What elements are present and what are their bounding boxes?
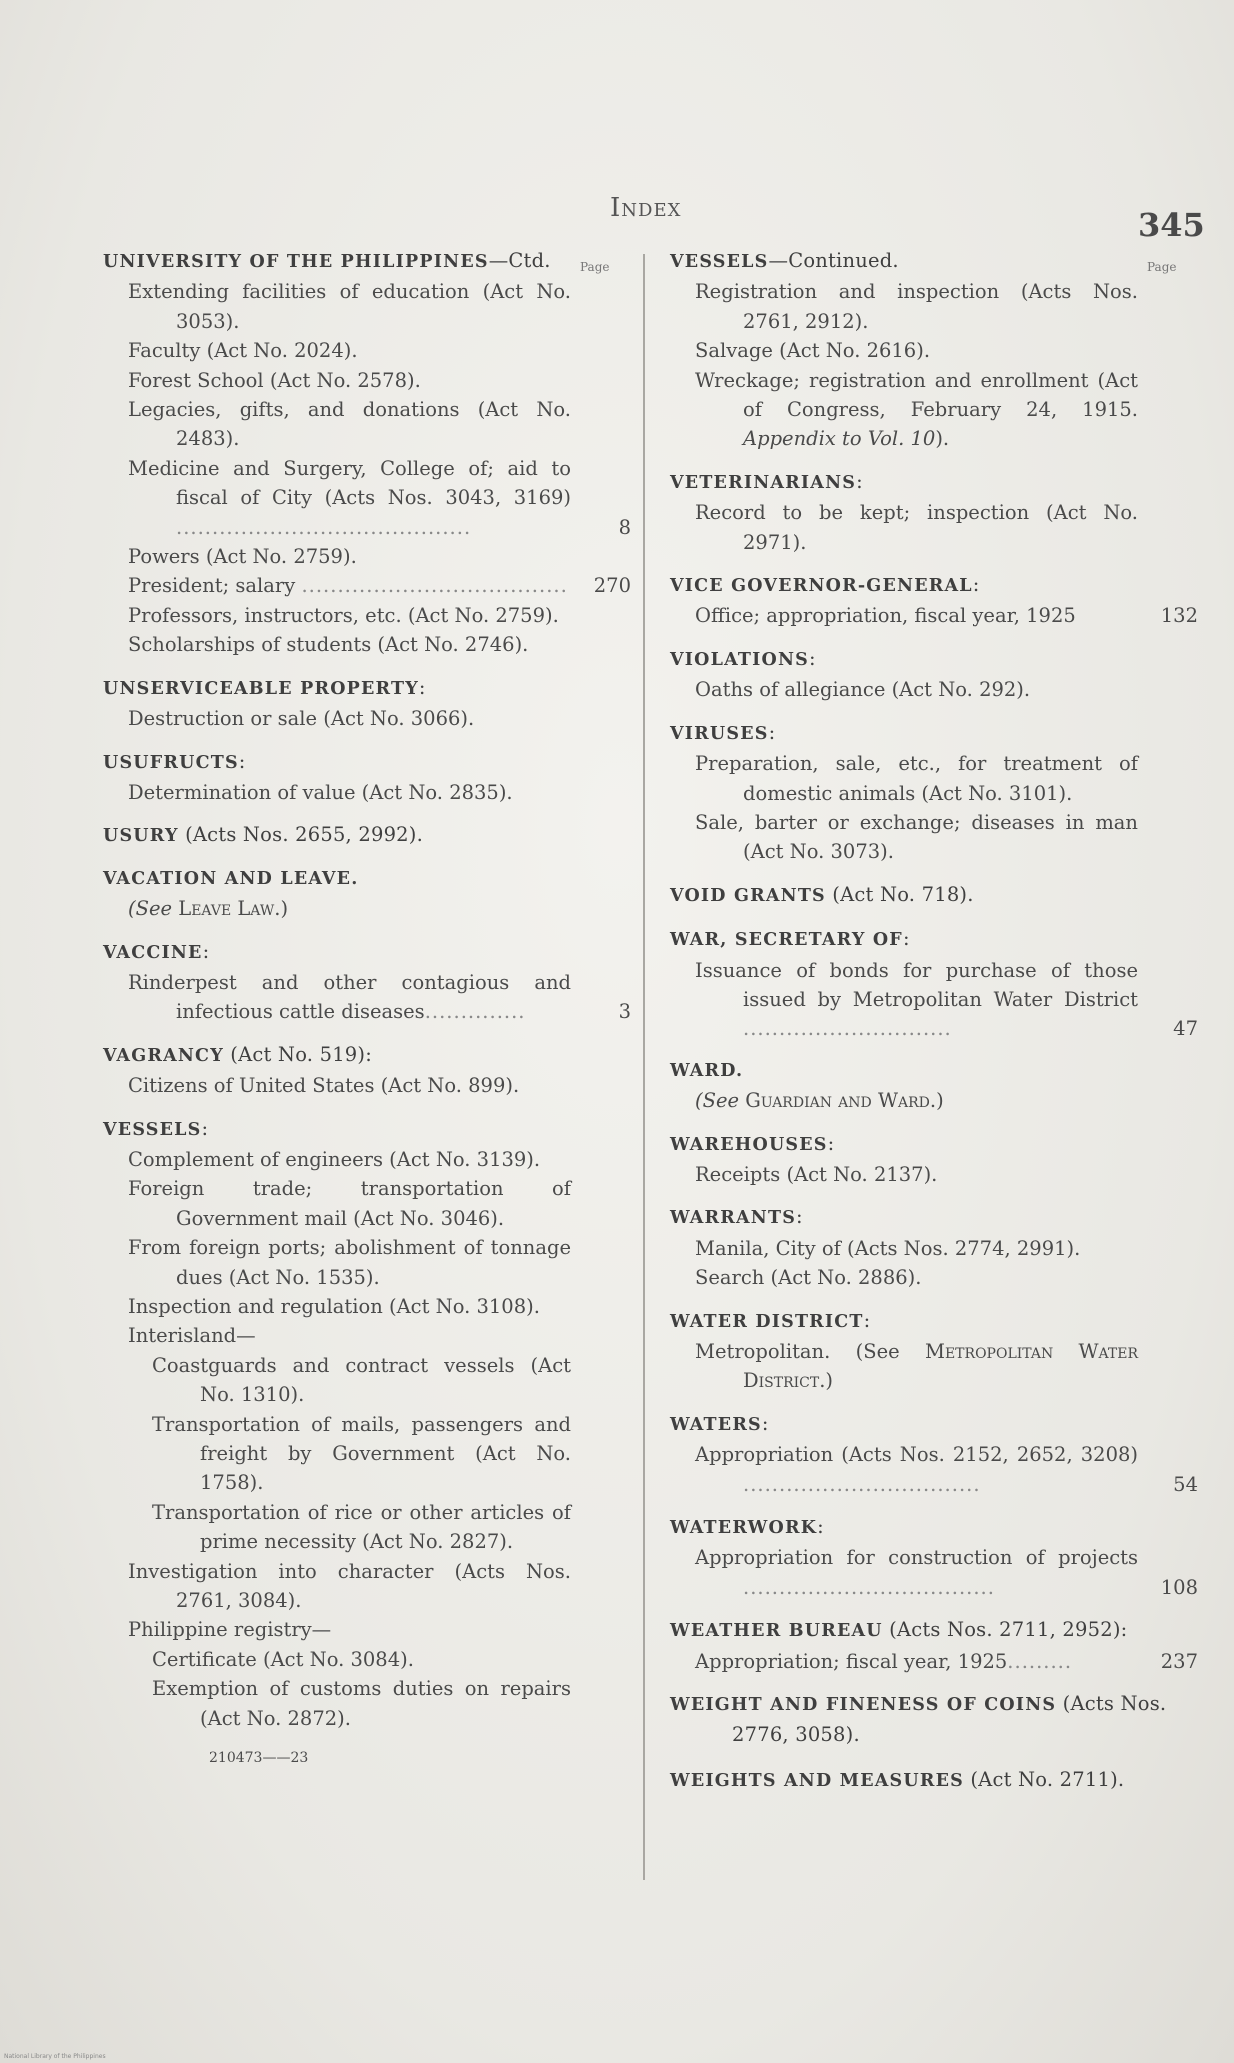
index-entry <box>670 1512 1198 1602</box>
page-reference: 8 <box>618 515 631 539</box>
page-reference: 237 <box>1160 1649 1198 1673</box>
entry-heading: WAREHOUSES: <box>670 1131 835 1155</box>
index-entry <box>103 820 610 851</box>
subentry: Record to be kept; inspection (Act No. 2971). <box>695 501 1138 554</box>
page-number: 345 <box>1138 206 1205 244</box>
subentry: Powers (Act No. 2759). <box>128 545 357 569</box>
index-entry <box>670 1409 1198 1499</box>
index-entry <box>670 467 1190 557</box>
index-entry <box>670 246 1190 454</box>
page-reference: 270 <box>593 574 631 598</box>
index-entry <box>103 937 631 1027</box>
index-entry <box>670 1306 1190 1396</box>
entry-heading: VIRUSES: <box>670 720 776 744</box>
entry-heading: USURY (Acts Nos. 2655, 2992). <box>103 823 423 847</box>
subentry: Exemption of customs duties on repairs (Act No. 2872). <box>152 1677 571 1730</box>
entry-heading: WEATHER BUREAU (Acts Nos. 2711, 2952): <box>670 1618 1128 1642</box>
index-entry <box>103 246 631 660</box>
subentry: Rinderpest and other contagious and infectious cattle diseases.............. 3 <box>103 968 571 1027</box>
index-entry <box>670 880 1190 911</box>
column-divider <box>643 254 645 1880</box>
subentry: Salvage (Act No. 2616). <box>695 339 931 363</box>
subentry: Foreign trade; transportation of Government mail (Act No. 3046). <box>128 1177 571 1230</box>
entry-heading: VAGRANCY (Act No. 519): <box>103 1042 372 1066</box>
entry-heading: WATER DISTRICT: <box>670 1308 871 1332</box>
entry-heading: WARRANTS: <box>670 1205 803 1229</box>
page-column-label: Page <box>1147 260 1177 274</box>
entry-heading: VOID GRANTS (Act No. 718). <box>670 882 974 906</box>
subentry: Preparation, sale, etc., for treatment of domestic animals (Act No. 3101). <box>695 752 1138 805</box>
entry-heading: VESSELS—Continued. <box>670 249 899 272</box>
entry-heading: UNIVERSITY OF THE PHILIPPINES—Ctd. <box>103 249 551 272</box>
index-entry <box>103 865 610 924</box>
index-entry <box>670 570 1198 631</box>
entry-heading: VACCINE: <box>103 939 210 963</box>
entry-heading: WEIGHTS AND MEASURES (Act No. 2711). <box>670 1767 1125 1791</box>
subentry: Search (Act No. 2886). <box>695 1266 922 1290</box>
index-entry <box>670 718 1190 867</box>
running-head: Index <box>610 193 682 223</box>
subentry: Legacies, gifts, and donations (Act No. 2483). <box>128 398 571 451</box>
page-reference: 132 <box>1160 604 1198 628</box>
subentry: Registration and inspection (Acts Nos. 2761, 2912). <box>695 280 1138 333</box>
subentry: Office; appropriation, fiscal year, 1925 132 <box>670 601 1138 630</box>
index-entry <box>670 1615 1198 1676</box>
subentry: Inspection and regulation (Act No. 3108). <box>128 1295 540 1318</box>
subentry: Complement of engineers (Act No. 3139). <box>128 1147 541 1171</box>
index-entry <box>103 1040 610 1101</box>
subentry: Professors, instructors, etc. (Act No. 2759). <box>128 603 559 627</box>
entry-heading: WEIGHT AND FINENESS OF COINS (Acts Nos. 2776, 3058). <box>670 1692 1167 1747</box>
index-entry <box>670 1202 1190 1292</box>
subentry: Receipts (Act No. 2137). <box>695 1162 938 1186</box>
entry-heading: WATERS: <box>670 1411 769 1435</box>
subentry: Scholarships of students (Act No. 2746). <box>128 633 529 657</box>
entry-heading: WARD. <box>670 1060 744 1081</box>
page-reference: 108 <box>1160 1575 1198 1599</box>
subentry: Manila, City of (Acts Nos. 2774, 2991). <box>695 1236 1081 1260</box>
entry-heading: VACATION AND LEAVE. <box>103 868 359 889</box>
subentry: Metropolitan. (See Metropolitan Water District.) <box>695 1340 1138 1393</box>
subentry: Citizens of United States (Act No. 899). <box>128 1074 520 1098</box>
page-column-label: Page <box>580 260 610 274</box>
subentry: Forest School (Act No. 2578). <box>128 368 421 392</box>
index-entry <box>103 747 610 808</box>
printer-signature: 210473——23 <box>209 1750 309 1767</box>
scan-attribution: National Library of the Philippines <box>4 2053 106 2060</box>
subentry: Determination of value (Act No. 2835). <box>128 780 513 804</box>
subentry: Wreckage; registration and enrollment (Act of Congress, February 24, 1915. Appendix to Vol. 10). <box>695 368 1138 451</box>
entry-heading: UNSERVICEABLE PROPERTY: <box>103 675 426 699</box>
subentry: Investigation into character (Acts Nos. 2761, 3084). <box>128 1559 571 1613</box>
subentry: Medicine and Surgery, College of; aid to fiscal of City (Acts Nos. 3043, 3169) ......................................... 8 <box>103 454 571 542</box>
index-entry <box>103 1114 610 1734</box>
subentry: Interisland— <box>128 1324 256 1348</box>
page-reference: 47 <box>1173 1017 1198 1041</box>
entry-heading: USUFRUCTS: <box>103 749 246 773</box>
subentry: President; salary ..................................... 270 <box>103 571 571 600</box>
entry-heading: VICE GOVERNOR-GENERAL: <box>670 573 980 597</box>
index-entry <box>670 1129 1190 1190</box>
subentry: Extending facilities of education (Act No. 3053). <box>128 280 571 333</box>
cross-reference: (See Guardian and Ward.) <box>695 1089 944 1113</box>
cross-reference: (See Leave Law.) <box>128 897 289 921</box>
subentry: Appropriation; fiscal year, 1925......... 237 <box>670 1647 1138 1676</box>
page-reference: 54 <box>1173 1472 1198 1496</box>
subentry: Sale, barter or exchange; diseases in man (Act No. 3073). <box>695 810 1138 864</box>
subentry: Philippine registry— <box>128 1618 332 1642</box>
page-reference: 3 <box>618 1000 631 1024</box>
index-entry <box>670 644 1190 705</box>
index-entry <box>103 673 610 734</box>
subentry: Issuance of bonds for purchase of those issued by Metropolitan Water District ............................. 47 <box>670 956 1138 1044</box>
index-entry <box>670 924 1198 1044</box>
subentry: Oaths of allegiance (Act No. 292). <box>695 678 1031 702</box>
entry-heading: WATERWORK: <box>670 1515 824 1539</box>
subentry: Appropriation (Acts Nos. 2152, 2652, 3208) ................................. 54 <box>670 1440 1138 1499</box>
entry-heading: VESSELS: <box>103 1116 209 1140</box>
entry-heading: VIOLATIONS: <box>670 646 816 670</box>
subentry: Certificate (Act No. 3084). <box>152 1647 414 1671</box>
subentry: Destruction or sale (Act No. 3066). <box>128 707 475 731</box>
entry-heading: WAR, SECRETARY OF: <box>670 927 910 951</box>
subentry: Coastguards and contract vessels (Act No. 1310). <box>152 1353 571 1407</box>
index-entry <box>670 1057 1190 1116</box>
index-entry <box>670 1689 1190 1752</box>
subentry: Faculty (Act No. 2024). <box>128 339 358 363</box>
right-column <box>670 246 1198 1809</box>
subentry: From foreign ports; abolishment of tonnage dues (Act No. 1535). <box>128 1236 571 1289</box>
subentry: Appropriation for construction of projects ................................... 108 <box>670 1543 1138 1602</box>
index-entry <box>670 1765 1190 1796</box>
subentry: Transportation of mails, passengers and freight by Government (Act No. 1758). <box>152 1412 571 1495</box>
subentry: Transportation of rice or other articles of prime necessity (Act No. 2827). <box>152 1500 571 1554</box>
left-column <box>103 246 631 1770</box>
entry-heading: VETERINARIANS: <box>670 469 863 493</box>
